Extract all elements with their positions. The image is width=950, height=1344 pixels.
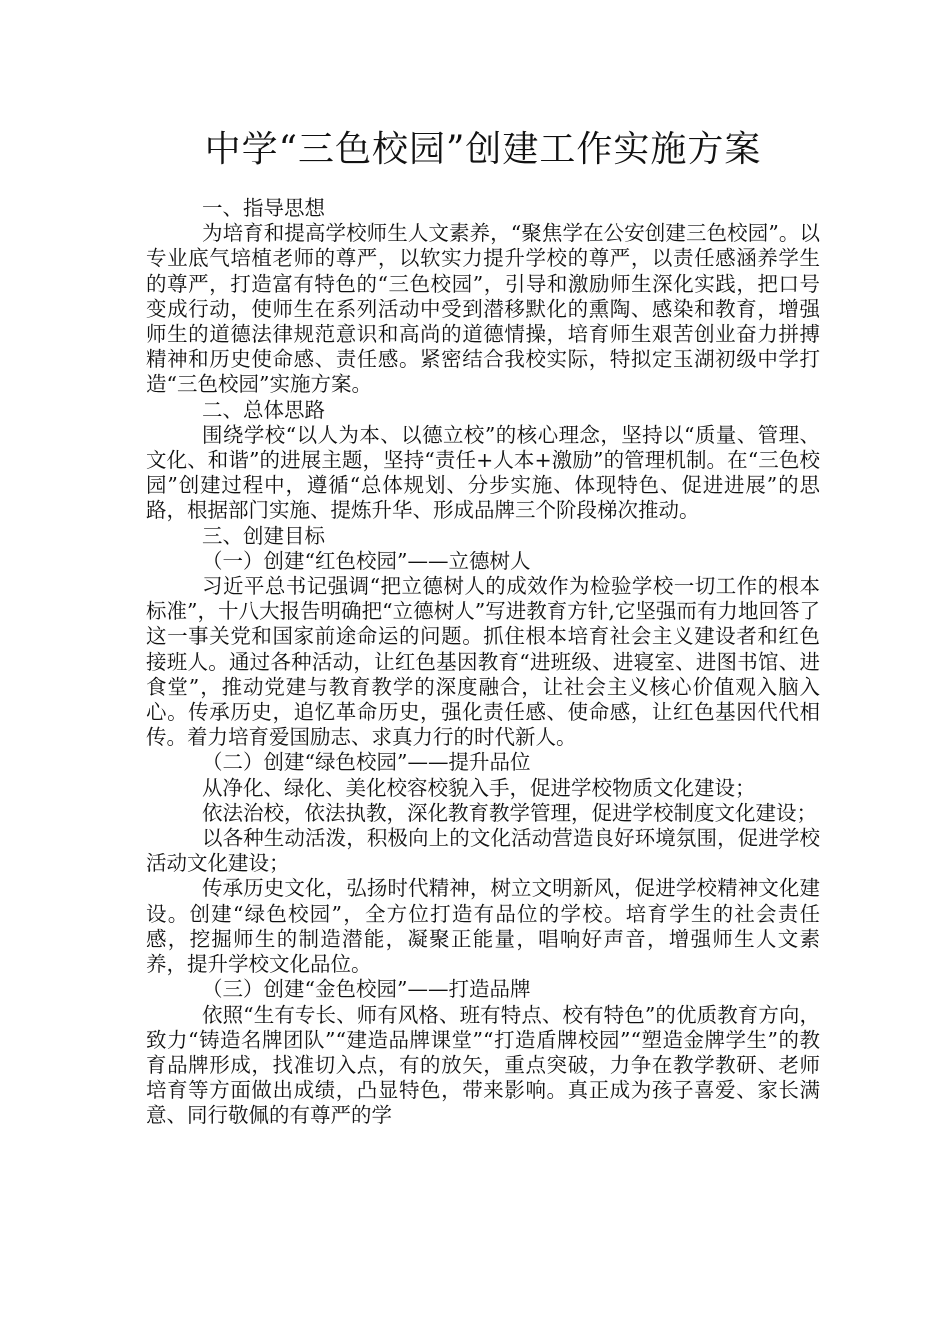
subsection-heading: （一）创建“红色校园”——立德树人 <box>202 548 531 573</box>
subsection-heading: （三）创建“金色校园”——打造品牌 <box>202 977 531 1002</box>
paragraph: 以各种生动活泼，积极向上的文化活动营造良好环境氛围，促进学校活动文化建设； <box>146 826 820 876</box>
document-title: 中学“三色校园”创建工作实施方案 <box>204 129 762 170</box>
paragraph: 为培育和提高学校师生人文素养，“聚焦学在公安创建三色校园”。以专业底气培植老师的尊严，以软实力提升学校的尊严，以责任感涵养学生的尊严，打造富有特色的“三色校园”，引导和激励师生深化实践，把口号变成行动，使师生在系列活动中受到潜移默化的熏陶、感染和教育，增强师生的道德法律规范意识和高尚的道德情操，培育师生艰苦创业奋力拼搏精神和历史使命感、责任感。紧密结合我校实际，特拟定玉湖初级中学打造“三色校园”实施方案。 <box>146 221 820 397</box>
paragraph: 从净化、绿化、美化校容校貌入手，促进学校物质文化建设； <box>202 775 756 800</box>
section-heading: 三、创建目标 <box>202 523 325 548</box>
section-heading: 一、指导思想 <box>202 196 325 220</box>
paragraph: 依法治校，依法执教，深化教育教学管理，促进学校制度文化建设； <box>202 800 817 825</box>
paragraph: 传承历史文化，弘扬时代精神，树立文明新风，促进学校精神文化建设。创建“绿色校园”，全方位打造有品位的学校。培育学生的社会责任感，挖掘师生的制造潜能，凝聚正能量，唱响好声音，增强师生人文素养，提升学校文化品位。 <box>146 876 820 977</box>
paragraph: 围绕学校“以人为本、以德立校”的核心理念，坚持以“质量、管理、文化、和谐”的进展主题，坚持“责任+人本+激励”的管理机制。在“三色校园”创建过程中，遵循“总体规划、分步实施、体现特色、促进进展”的思路，根据部门实施、提炼升华、形成品牌三个阶段梯次推动。 <box>146 422 820 523</box>
subsection-heading: （二）创建“绿色校园”——提升品位 <box>202 750 531 775</box>
paragraph: 依照“生有专长、师有风格、班有特点、校有特色”的优质教育方向，致力“铸造名牌团队”“建造品牌课堂”“打造盾牌校园”“塑造金牌学生”的教育品牌形成，找准切入点，有的放矢，重点突破，力争在教学教研、老师培育等方面做出成绩，凸显特色，带来影响。真正成为孩子喜爱、家长满意、同行敬佩的有尊严的学 <box>146 1002 820 1128</box>
document-page <box>146 120 820 1129</box>
paragraph: 习近平总书记强调“把立德树人的成效作为检验学校一切工作的根本标准”，十八大报告明确把“立德树人”写进教育方针,它坚强而有力地回答了这一事关党和国家前途命运的问题。抓住根本培育社会主义建设者和红色接班人。通过各种活动，让红色基因教育“进班级、进寝室、进图书馆、进食堂”，推动党建与教育教学的深度融合，让社会主义核心价值观入脑入心。传承历史，追忆革命历史，强化责任感、使命感，让红色基因代代相传。着力培育爱国励志、求真力行的时代新人。 <box>146 574 820 750</box>
section-heading: 二、总体思路 <box>202 397 325 422</box>
